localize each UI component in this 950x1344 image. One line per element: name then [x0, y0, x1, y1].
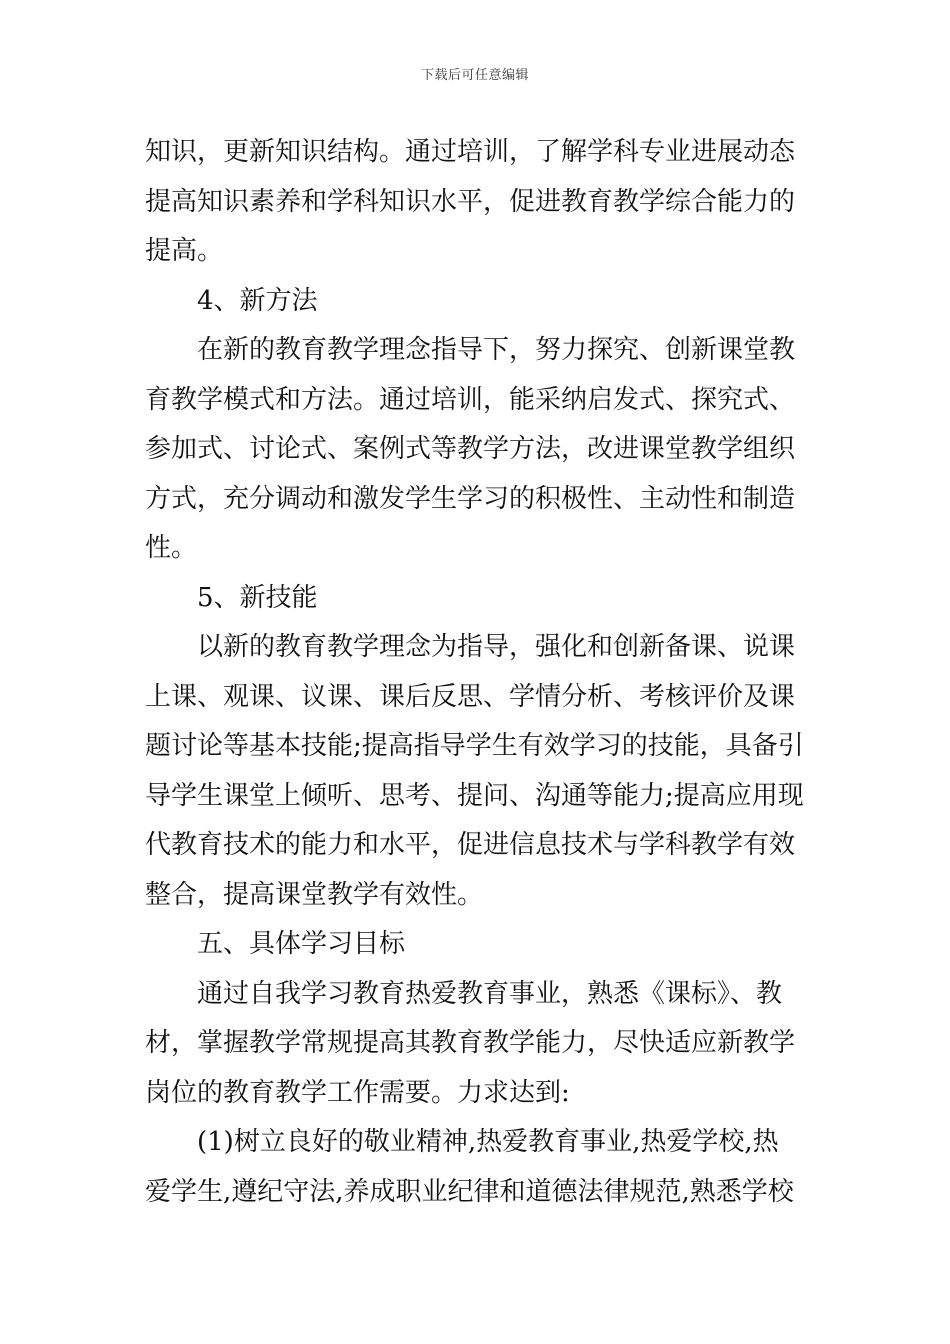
section-heading: 5、新技能: [197, 582, 318, 613]
paragraph-knowledge: [145, 128, 810, 277]
heading-learning-goals: [145, 920, 810, 970]
heading-new-skills: [145, 574, 810, 624]
text-line: 爱学生,遵纪守法,养成职业纪律和道德法律规范,熟悉学校: [145, 1176, 794, 1207]
text-line: 育教学模式和方法。通过培训，能采纳启发式、探究式、: [145, 384, 796, 415]
text-line: 参加式、讨论式、案例式等教学方法，改进课堂教学组织: [145, 434, 796, 464]
text-line: 岗位的教育教学工作需要。力求达到:: [145, 1077, 570, 1108]
text-line: 以新的教育教学理念为指导，强化和创新备课、说课: [197, 632, 796, 662]
text-line: 整合，提高课堂教学有效性。: [145, 879, 484, 910]
text-line: 导学生课堂上倾听、思考、提问、沟通等能力;提高应用现: [145, 780, 804, 811]
document-body: [145, 128, 810, 1217]
text-line: 提高知识素养和学科知识水平，促进教育教学综合能力的: [145, 186, 796, 217]
paragraph-learning-goals: [145, 970, 810, 1119]
text-line: 上课、观课、议课、课后反思、学情分析、考核评价及课: [145, 681, 796, 712]
text-line: 题讨论等基本技能;提高指导学生有效学习的技能，具备引: [145, 731, 804, 761]
paragraph-new-method: [145, 326, 810, 574]
page-header: 下载后可任意编辑: [420, 68, 529, 83]
section-heading: 五、具体学习目标: [197, 929, 406, 959]
text-line: 方式，充分调动和激发学生学习的积极性、主动性和制造: [145, 483, 796, 514]
text-line: 通过自我学习教育热爱教育事业，熟悉《课标》、教: [197, 978, 783, 1009]
text-line: 代教育技术的能力和水平，促进信息技术与学科教学有效: [145, 830, 796, 860]
text-line: (1)树立良好的敬业精神,热爱教育事业,热爱学校,热: [197, 1127, 779, 1157]
paragraph-goal-1: [145, 1118, 810, 1217]
text-line: 在新的教育教学理念指导下，努力探究、创新课堂教: [197, 335, 796, 365]
text-line: 性。: [145, 533, 198, 563]
paragraph-new-skills: [145, 623, 810, 920]
text-line: 材，掌握教学常规提高其教育教学能力，尽快适应新教学: [145, 1028, 796, 1058]
heading-new-method: [145, 277, 810, 327]
section-heading: 4、新方法: [197, 285, 318, 316]
text-line: 知识，更新知识结构。通过培训，了解学科专业进展动态: [145, 137, 796, 167]
text-line: 提高。: [145, 236, 224, 266]
